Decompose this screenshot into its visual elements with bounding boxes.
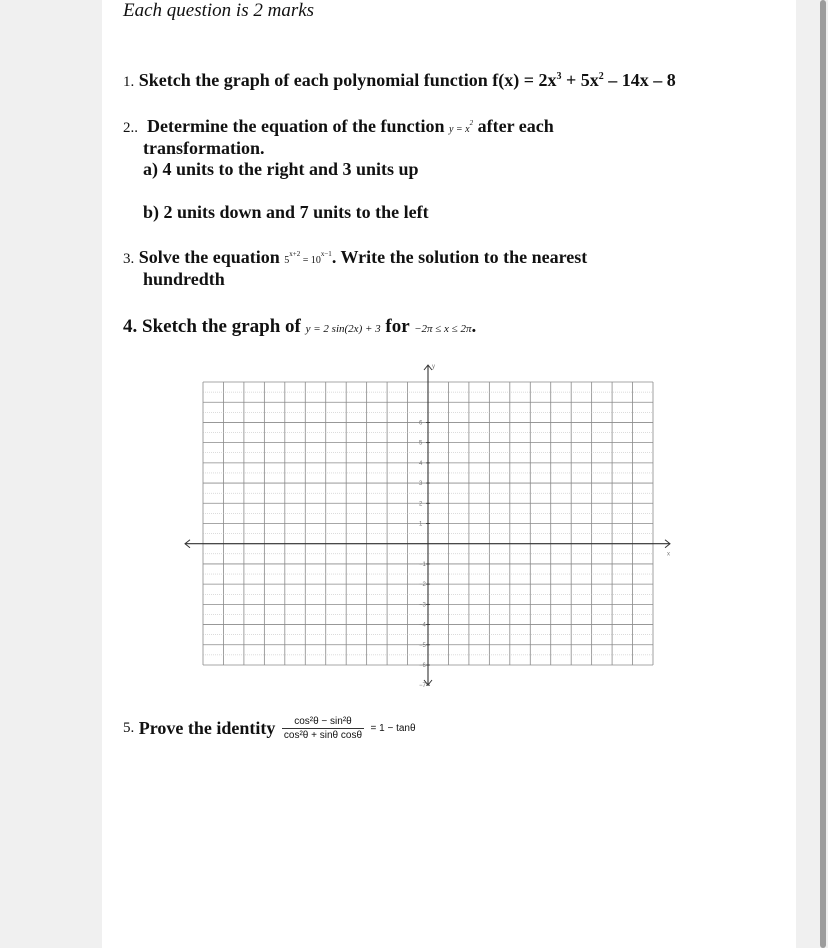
question-2 xyxy=(123,116,554,137)
y-tick-label: −2 xyxy=(419,582,426,589)
identity-fraction xyxy=(282,716,364,741)
question-1 xyxy=(123,70,676,91)
question-1-text: Sketch the graph of each polynomial function f(x) = 2x xyxy=(138,70,557,90)
question-2-equation: y = x xyxy=(448,124,470,135)
y-tick-label: −3 xyxy=(419,602,426,609)
axes xyxy=(185,365,670,685)
question-2-text: Determine the equation of the function xyxy=(147,116,445,136)
y-tick-label: −7 xyxy=(419,683,426,690)
question-1-exp-2: 2 xyxy=(598,71,604,82)
identity-denominator: cos²θ + sinθ cosθ xyxy=(283,730,363,741)
question-3-text: Solve the equation xyxy=(138,247,280,267)
question-3-eq-base: 5 xyxy=(284,255,290,266)
question-3-line-2: hundredth xyxy=(143,269,225,289)
y-tick-label: −1 xyxy=(419,561,426,568)
identity-numerator: cos²θ − sin²θ xyxy=(282,716,364,729)
y-tick-label: 4 xyxy=(419,460,423,467)
y-tick-label: 1 xyxy=(419,521,423,528)
question-1-number: 1. xyxy=(123,74,135,90)
graph-grid xyxy=(180,360,680,690)
y-tick-label: −4 xyxy=(419,622,426,629)
question-3-eq-mid: = 10 xyxy=(300,255,321,266)
question-2-part-b: b) 2 units down and 7 units to the left xyxy=(143,202,429,222)
y-tick-label: 3 xyxy=(419,481,423,488)
question-3-eq-exp-2: x−1 xyxy=(320,250,332,258)
y-tick-label: −5 xyxy=(419,642,426,649)
question-2-part-a: a) 4 units to the right and 3 units up xyxy=(143,159,419,179)
question-3-number: 3. xyxy=(123,251,135,267)
question-1-exp-3: 3 xyxy=(556,71,562,82)
x-axis-label: x xyxy=(667,551,670,558)
question-2-line-2: transformation. xyxy=(143,138,265,158)
y-tick-label: 5 xyxy=(419,440,423,447)
intro-text: Each question is 2 marks xyxy=(123,0,315,21)
question-4 xyxy=(123,316,476,338)
question-5-number: 5. xyxy=(123,720,135,736)
question-1-mid-2: – 14x – 8 xyxy=(603,70,676,90)
question-2-equation-exp: 2 xyxy=(469,119,474,127)
question-3 xyxy=(123,247,587,268)
scrollbar-track[interactable] xyxy=(816,0,828,948)
question-4-title: 4. Sketch the graph of xyxy=(123,316,301,337)
y-tick-label: 6 xyxy=(419,420,423,427)
identity-rhs: = 1 − tanθ xyxy=(370,723,416,734)
y-axis-label: y xyxy=(432,364,435,370)
question-5-text: Prove the identity xyxy=(138,718,276,738)
question-3-eq-exp-1: x+2 xyxy=(289,250,301,258)
scrollbar-thumb[interactable] xyxy=(820,0,826,948)
question-5 xyxy=(123,716,416,741)
question-4-equation: y = 2 sin(2x) + 3 xyxy=(305,323,381,335)
question-4-domain: −2π ≤ x ≤ 2π xyxy=(414,323,472,335)
y-tick-label: −6 xyxy=(419,663,426,669)
question-4-period: . xyxy=(471,316,477,337)
question-1-mid-1: + 5x xyxy=(561,70,599,90)
question-3-after: . Write the solution to the nearest xyxy=(331,247,588,267)
y-tick-label: 2 xyxy=(419,501,423,508)
question-2-after: after each xyxy=(477,116,554,136)
question-2-number: 2.. xyxy=(123,120,138,136)
question-4-for: for xyxy=(385,316,410,337)
